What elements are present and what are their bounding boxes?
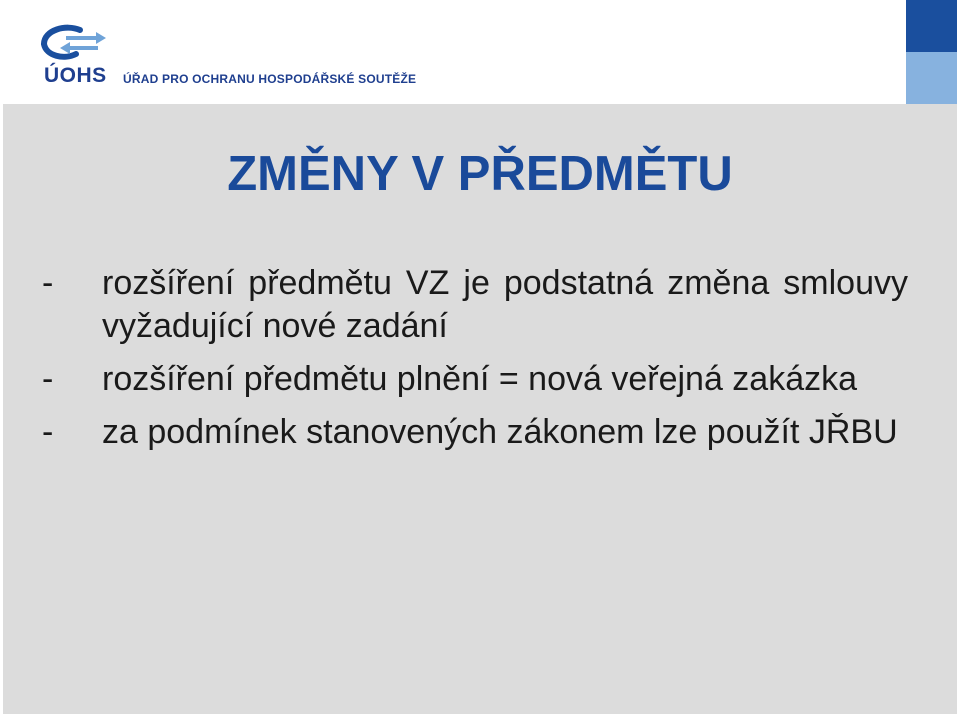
bullet-list [42,262,908,464]
logo-full-name: ÚŘAD PRO OCHRANU HOSPODÁŘSKÉ SOUTĚŽE [123,72,417,86]
bullet-item [42,358,908,401]
bullet-text: rozšíření předmětu VZ je podstatná změna smlouvy vyžadující nové zadání [102,264,908,345]
bullet-item [42,262,908,348]
slide-title: ZMĚNY V PŘEDMĚTU [227,147,733,201]
header-bar [0,0,960,104]
bullet-marker: - [42,264,54,302]
bullet-text: rozšíření předmětu plnění = nová veřejná zakázka [102,360,858,398]
corner-block-light [906,52,957,104]
bullet-item [42,411,908,454]
bullet-marker: - [42,413,54,451]
corner-block-dark [906,0,957,52]
logo-abbreviation: ÚOHS [44,64,107,87]
bullet-text: za podmínek stanovených zákonem lze použít JŘBU [102,413,898,451]
uohs-logo-icon [40,22,112,64]
bullet-marker: - [42,360,54,398]
